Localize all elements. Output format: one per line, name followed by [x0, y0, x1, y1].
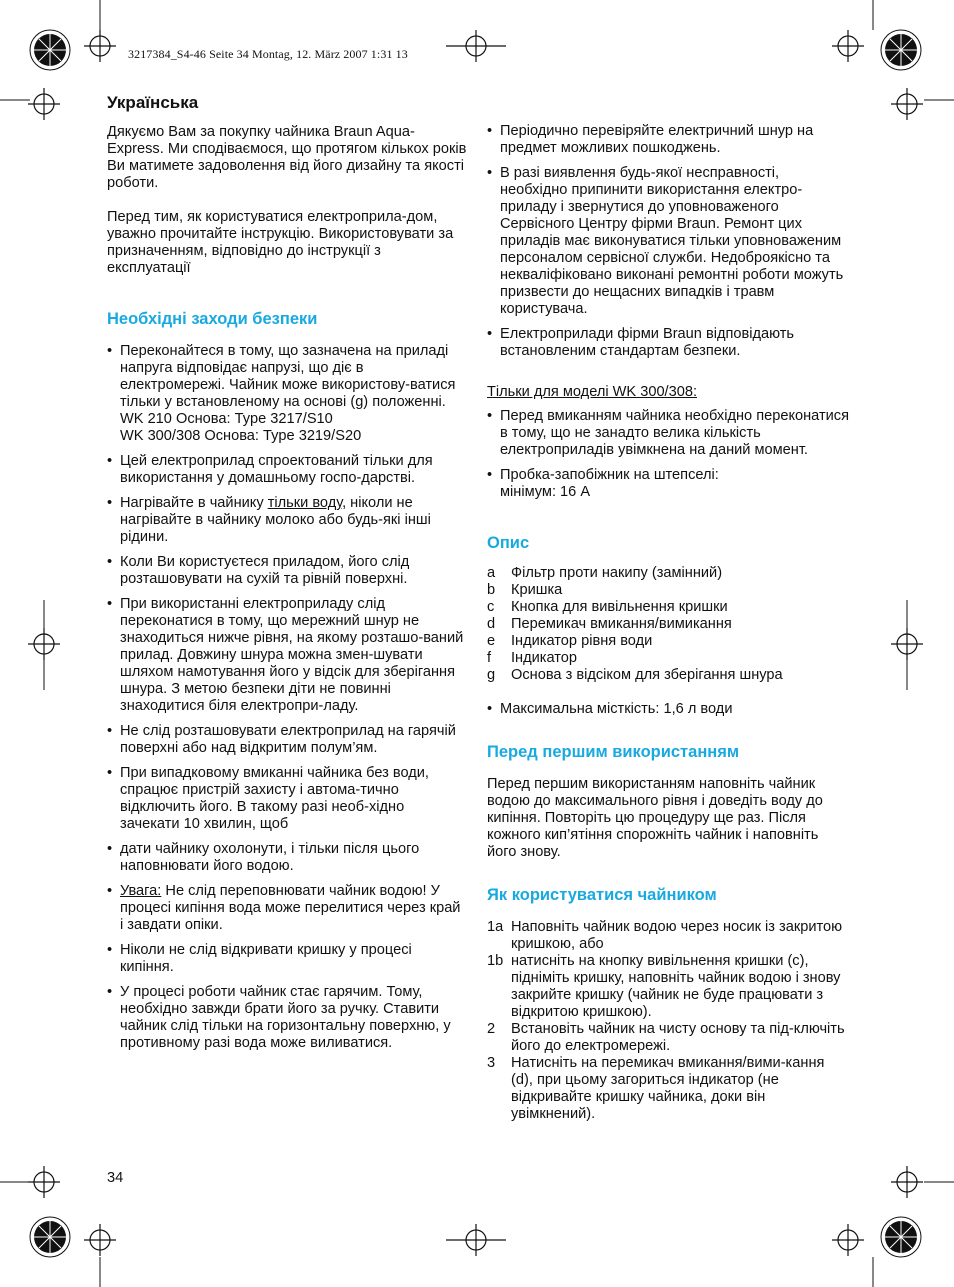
part-key: b — [487, 582, 496, 598]
safety-list-continued — [487, 123, 849, 360]
safety-list — [107, 343, 467, 1052]
safety-b9-underlined: Увага: — [120, 883, 162, 899]
first-use-text: Перед першим використанням наповніть чайник водою до максимального рівня і доведіть воду до кипіння. Повторіть цю процедуру ще раз. Після кожного кип’ятіння спорожніть чайник і наповніть його знову. — [487, 776, 823, 860]
model-list — [487, 408, 849, 501]
steps-list — [487, 919, 849, 1123]
list-item — [487, 1055, 849, 1123]
part-key: c — [487, 599, 495, 615]
how-to-use-heading: Як користуватися чайником — [487, 886, 717, 904]
list-item — [487, 633, 849, 650]
list-item: • Коли Ви користуєтеся приладом, його слід розташовувати на сухій та рівній поверхні. — [107, 554, 467, 588]
step-key: 3 — [487, 1055, 496, 1071]
list-item: • В разі виявлення будь-якої несправності, необхідно припинити використання електро-приладу і звернутися до уповноваженого Сервісного Центру фірми Braun. Ремонт цих приладів має виконуватися тільки уповноваженим персоналом сервісної служби. Недоброякісно та некваліфіковано виконані ремонтні роботи можуть призвести до нещасних випадків і травм користувача. — [487, 165, 849, 318]
part-label: Індикатор рівня води — [511, 633, 653, 649]
right-column — [487, 123, 849, 1123]
safety-b9-post: Не слід переповнювати чайник водою! У процесі кипіння вода може перелитися через край і завдати опіки. — [120, 883, 461, 933]
list-item — [107, 495, 467, 546]
list-item: • Періодично перевіряйте електричний шнур на предмет можливих пошкоджень. — [487, 123, 849, 157]
first-use-heading: Перед першим використанням — [487, 743, 740, 761]
list-item — [487, 599, 849, 616]
left-column — [107, 92, 467, 1060]
list-item — [107, 343, 467, 445]
part-label: Перемикач вмикання/вимикання — [511, 616, 732, 632]
list-item: • Максимальна місткість: 1,6 л води — [487, 701, 849, 718]
description-heading: Опис — [487, 534, 530, 552]
list-item: • Перед вмиканням чайника необхідно переконатися в тому, що не занадто велика кількість електроприладів увімкнена на даний момент. — [487, 408, 849, 459]
safety-b1-line3: WK 300/308 Основа: Type 3219/S20 — [120, 428, 362, 444]
list-item: • дати чайнику охолонути, і тільки після цього наповнювати його водою. — [107, 841, 467, 875]
model-note: Тільки для моделі WK 300/308: — [487, 384, 698, 400]
part-key: g — [487, 667, 496, 683]
step-key: 1a — [487, 919, 504, 935]
part-label: Кришка — [511, 582, 563, 598]
step-text: Натисніть на перемикач вмикання/вими-кання (d), при цьому загориться індикатор (не відкривайте кришку чайника, доки він увімкнений). — [511, 1055, 825, 1122]
list-item — [107, 883, 467, 934]
list-item — [487, 919, 849, 953]
fuse-line-2: мінімум: 16 A — [500, 484, 591, 500]
safety-b3-pre: Нагрівайте в чайнику — [120, 495, 268, 511]
list-item — [487, 582, 849, 599]
step-text: натисніть на кнопку вивільнення кришки (c), підніміть кришку, наповніть чайник водою і знову закрийте кришку (чайник не буде працювати з відкритою кришкою). — [511, 953, 841, 1020]
list-item: • Цей електроприлад спроектований тільки для використання у домашньому госпо-дарстві. — [107, 453, 467, 487]
step-text: Наповніть чайник водою через носик із закритою кришкою, або — [511, 919, 843, 952]
intro-paragraph-2: Перед тим, як користуватися електроприла-дом, уважно прочитайте інструкцію. Використовувати за призначенням, відповідно до інструкції з експлуатації — [107, 209, 454, 276]
list-item: • Ніколи не слід відкривати кришку у процесі кипіння. — [107, 942, 467, 976]
list-item — [487, 467, 849, 501]
list-item: • У процесі роботи чайник стає гарячим. Тому, необхідно завжди брати його за ручку. Ставити чайник слід тільки на горизонтальну поверхню, у противному разі вода може виливатися. — [107, 984, 467, 1052]
print-slug: 3217384_S4-46 Seite 34 Montag, 12. März 2007 1:31 13 — [128, 47, 408, 61]
part-key: a — [487, 565, 496, 581]
part-label: Кнопка для вивільнення кришки — [511, 599, 728, 615]
list-item — [487, 667, 849, 684]
capacity-list — [487, 701, 849, 718]
list-item: • При випадковому вмиканні чайника без води, спрацює пристрій захисту і автома-тично відключить його. В такому разі необ-хідно зачекати 10 хвилин, щоб — [107, 765, 467, 833]
step-text: Встановіть чайник на чисту основу та під-ключіть його до електромережі. — [511, 1021, 845, 1054]
part-key: e — [487, 633, 496, 649]
list-item — [487, 565, 849, 582]
fuse-line-1: • Пробка-запобіжник на штепселі: — [500, 467, 719, 483]
list-item — [487, 1021, 849, 1055]
part-key: f — [487, 650, 492, 666]
language-title: Українська — [107, 93, 199, 112]
safety-b3-post: , ніколи не нагрівайте в чайнику молоко або будь-які інші рідини. — [120, 495, 431, 545]
step-key: 2 — [487, 1021, 496, 1037]
safety-b3-underlined: тільки воду — [267, 495, 343, 511]
part-label: Фільтр проти накипу (замінний) — [511, 565, 723, 581]
parts-list — [487, 565, 849, 684]
safety-b1-text: • Переконайтеся в тому, що зазначена на приладі напруга відповідає напрузі, що діє в електромережі. Чайник може використову-ватися тільки у встановленому на основі (g) положенні. — [120, 343, 456, 410]
list-item: • Електроприлади фірми Braun відповідають встановленим стандартам безпеки. — [487, 326, 849, 360]
list-item: • Не слід розташовувати електроприлад на гарячій поверхні або над відкритим полум’ям. — [107, 723, 467, 757]
list-item: • При використанні електроприладу слід переконатися в тому, що мережний шнур не знаходиться нижче рівня, на якому розташо-ваний прилад. Довжину шнура можна змен-шувати шляхом намотування його у відсік для зберігання шнура. З метою безпеки діти не повинні знаходитися біля електропри-ладу. — [107, 596, 467, 715]
page-number: 34 — [107, 1170, 124, 1186]
part-key: d — [487, 616, 496, 632]
intro-paragraph-1: Дякуємо Вам за покупку чайника Braun Aqua-Express. Ми сподіваємося, що протягом кількох років Ви матимете задоволення від його дизайну та якості роботи. — [107, 124, 467, 191]
list-item — [487, 650, 849, 667]
part-label: Основа з відсіком для зберігання шнура — [511, 667, 783, 683]
safety-b1-line2: WK 210 Основа: Type 3217/S10 — [120, 411, 333, 427]
list-item — [487, 616, 849, 633]
list-item — [487, 953, 849, 1021]
safety-heading: Необхідні заходи безпеки — [107, 310, 318, 328]
part-label: Індикатор — [511, 650, 578, 666]
step-key: 1b — [487, 953, 504, 969]
